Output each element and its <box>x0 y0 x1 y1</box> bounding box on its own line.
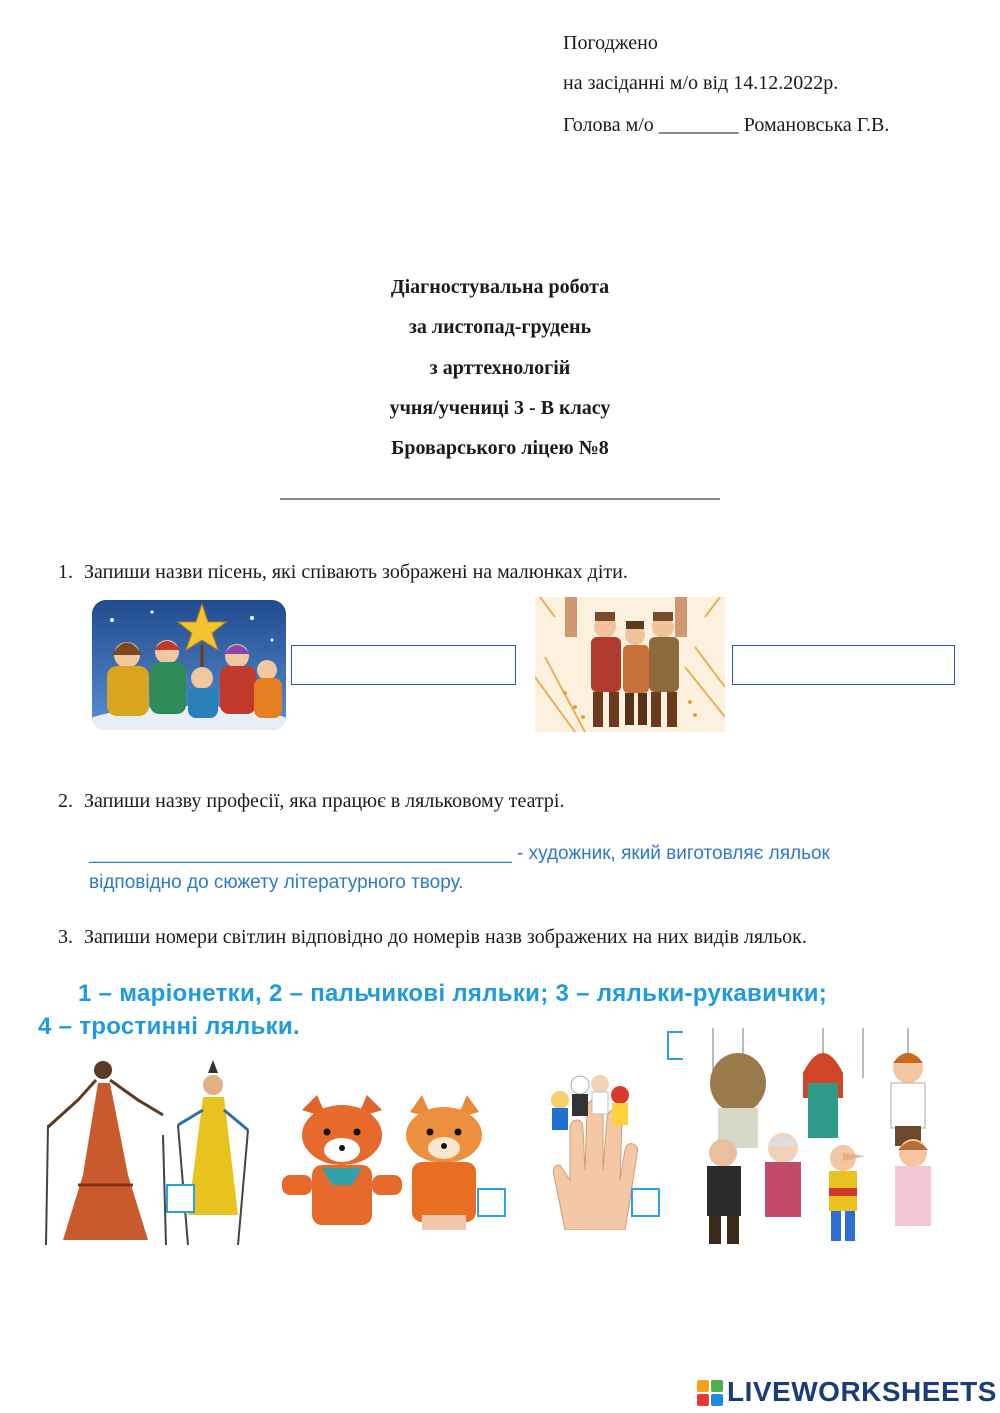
approval-block <box>563 0 993 140</box>
title-line-5: Броварського ліцею №8 <box>391 437 609 459</box>
puppet-number-input-3[interactable] <box>631 1188 660 1217</box>
puppet-legend-line-2: 4 – тростинні ляльки. <box>38 1013 300 1040</box>
glove-puppets-picture <box>282 1090 507 1230</box>
task-1-text: Запиши назви пісень, які співають зображені на малюнках діти. <box>84 561 628 583</box>
approval-line-1: Погоджено <box>563 32 658 54</box>
task-2-number: 2. <box>58 790 73 812</box>
rod-puppets-picture <box>38 1055 270 1245</box>
glove-puppets-illustration <box>282 1090 507 1230</box>
task-2-answer-line-1 <box>89 843 830 865</box>
title-line-3: з арттехнологій <box>429 357 571 379</box>
profession-answer-blank[interactable]: ________________________________________ <box>89 843 512 864</box>
title-line-4: учня/учениці 3 - В класу <box>389 397 611 419</box>
carolers-picture <box>92 600 286 730</box>
approval-line-3: Голова м/о ________ Романовська Г.В. <box>563 114 890 136</box>
liveworksheets-logo[interactable] <box>697 1377 997 1409</box>
title-line-1: Діагностувальна робота <box>390 276 610 298</box>
profession-description: - художник, який виготовляє ляльок <box>511 843 830 864</box>
sowers-illustration <box>535 597 725 732</box>
student-name-line: ____________________________________________ <box>280 480 720 502</box>
title-line-2: за листопад-грудень <box>408 316 592 338</box>
approval-line-2: на засіданні м/о від 14.12.2022р. <box>563 72 839 94</box>
task-1-number: 1. <box>58 561 73 583</box>
puppet-legend-line-1: 1 – маріонетки, 2 – пальчикові ляльки; 3 – ляльки-рукавички; <box>78 980 828 1007</box>
puppet-number-input-2[interactable] <box>477 1188 506 1217</box>
song-answer-input-1[interactable] <box>291 645 516 685</box>
marionettes-illustration <box>683 1028 958 1246</box>
carolers-illustration <box>92 600 286 730</box>
liveworksheets-logo-icon <box>697 1380 723 1406</box>
task-3-number: 3. <box>58 926 73 948</box>
sowers-picture <box>535 597 725 732</box>
task-1 <box>58 561 628 584</box>
puppet-number-input-1[interactable] <box>166 1184 195 1213</box>
task-2-answer-line-2: відповідно до сюжету літературного твору. <box>89 872 464 893</box>
song-answer-input-2[interactable] <box>732 645 955 685</box>
rod-puppets-illustration <box>38 1055 270 1245</box>
task-3 <box>58 926 807 949</box>
task-2 <box>58 790 564 813</box>
liveworksheets-logo-text: LIVEWORKSHEETS <box>727 1376 997 1407</box>
task-2-text: Запиши назву професії, яка працює в ляльковому театрі. <box>84 790 565 812</box>
task-3-text: Запиши номери світлин відповідно до номерів назв зображених на них видів ляльок. <box>84 926 807 948</box>
marionettes-picture <box>683 1028 958 1246</box>
